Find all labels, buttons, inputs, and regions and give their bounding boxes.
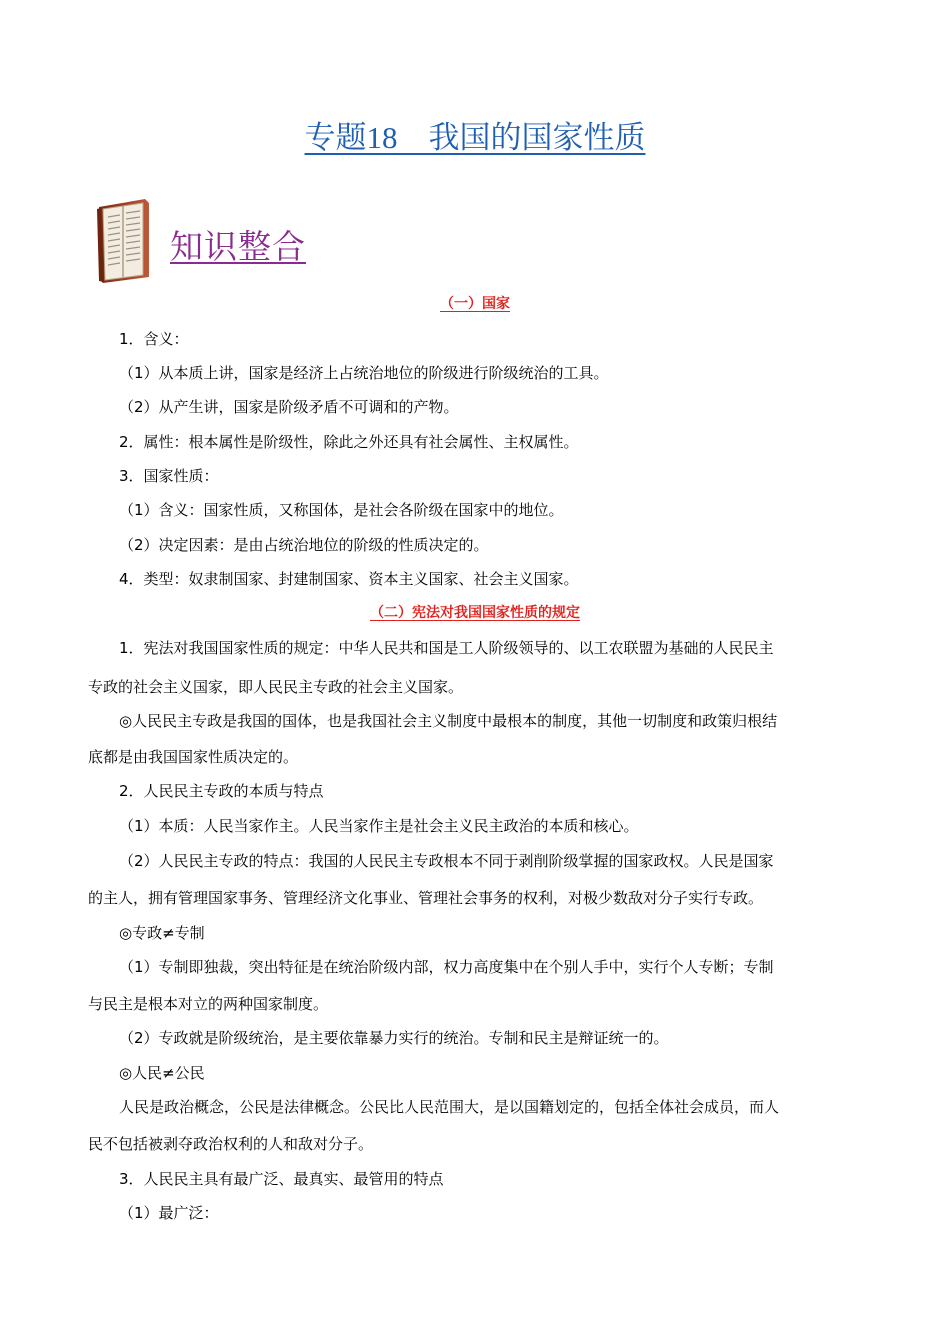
text-line: 1．含义： [119, 330, 189, 348]
section-heading-2: （二）宪法对我国国家性质的规定 [370, 605, 580, 621]
text-line: ◎人民≠公民 [119, 1064, 205, 1082]
text-line: （1）含义：国家性质，又称国体，是社会各阶级在国家中的地位。 [119, 501, 564, 519]
text-line: 底都是由我国国家性质决定的。 [88, 748, 299, 766]
text-line: （1）最广泛： [119, 1204, 219, 1222]
text-line: 2．属性：根本属性是阶级性，除此之外还具有社会属性、主权属性。 [119, 433, 579, 451]
text-line: 民不包括被剥夺政治权利的人和敌对分子。 [88, 1135, 374, 1153]
section-heading-1: （一）国家 [440, 296, 510, 312]
text-line: 与民主是根本对立的两种国家制度。 [88, 995, 329, 1013]
text-line: （2）人民民主专政的特点：我国的人民民主专政根本不同于剥削阶级掌握的国家政权。人民是国家 [119, 852, 774, 870]
title-number: 18 [366, 120, 398, 155]
text-line: 专政的社会主义国家，即人民民主专政的社会主义国家。 [88, 678, 464, 696]
text-line: 人民是政治概念，公民是法律概念。公民比人民范围大，是以国籍划定的，包括全体社会成员，而人 [119, 1098, 780, 1116]
text-line: 的主人，拥有管理国家事务、管理经济文化事业、管理社会事务的权利，对极少数敌对分子实行专政。 [88, 889, 764, 907]
text-line: （1）从本质上讲，国家是经济上占统治地位的阶级进行阶级统治的工具。 [119, 364, 609, 382]
text-line: 2．人民民主专政的本质与特点 [119, 782, 324, 800]
title-prefix: 专题 [304, 120, 367, 156]
section-banner: 知识整合 [170, 227, 306, 266]
text-line: ◎专政≠专制 [119, 924, 205, 942]
page-title [0, 118, 950, 158]
text-line: （1）专制即独裁，突出特征是在统治阶级内部，权力高度集中在个别人手中，实行个人专断；专制 [119, 958, 774, 976]
text-line: （2）决定因素：是由占统治地位的阶级的性质决定的。 [119, 536, 489, 554]
text-line: （1）本质：人民当家作主。人民当家作主是社会主义民主政治的本质和核心。 [119, 817, 639, 835]
text-line: ◎人民民主专政是我国的国体，也是我国社会主义制度中最根本的制度，其他一切制度和政策归根结 [119, 712, 778, 730]
text-line: （2）从产生讲，国家是阶级矛盾不可调和的产物。 [119, 398, 459, 416]
text-line: 4．类型：奴隶制国家、封建制国家、资本主义国家、社会主义国家。 [119, 570, 579, 588]
text-line: 3．人民民主具有最广泛、最真实、最管用的特点 [119, 1170, 444, 1188]
text-line: （2）专政就是阶级统治，是主要依靠暴力实行的统治。专制和民主是辩证统一的。 [119, 1029, 669, 1047]
text-line: 1．宪法对我国国家性质的规定：中华人民共和国是工人阶级领导的、以工农联盟为基础的人民民主 [119, 639, 774, 657]
title-text: 我国的国家性质 [428, 120, 646, 156]
book-icon [93, 197, 163, 283]
text-line: 3．国家性质： [119, 467, 219, 485]
